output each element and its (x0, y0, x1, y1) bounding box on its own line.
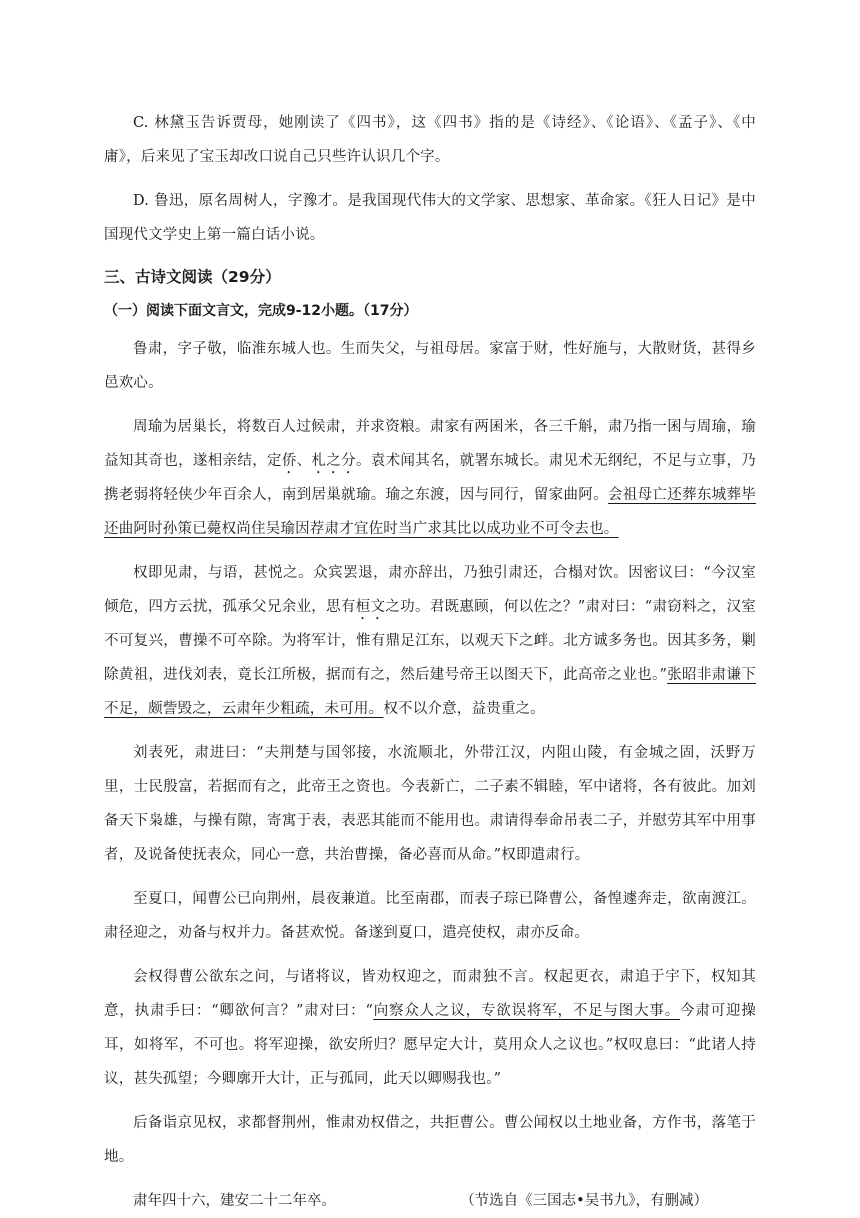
text-run: 权不以介意，益贵重之。 (383, 701, 546, 717)
underlined-sentence: 张昭非肃谦下不足，颇訾毁之，云肃年少粗疏，未可用。 (104, 667, 756, 717)
dotted-word: 桓文 (355, 599, 386, 615)
text-run: 权即见肃，与语，甚悦之。众宾罢退，肃亦辞出，乃独引肃还，合榻对饮。因密议曰：“今汉室倾危，四方云扰，孤承父兄余业，思有 (104, 565, 756, 615)
text-run: 。袁术闻其名，就署东城长。肃见术无纲纪，不足与立事，乃携老弱将轻侠少年百余人，南到居巢就瑜。瑜之东渡，因与同行，留家曲阿。 (104, 453, 756, 503)
passage-paragraph-5: 至夏口，闻曹公已向荆州，晨夜兼道。比至南郡，而表子琮已降曹公，备惶遽奔走，欲南渡江。肃径迎之，劝备与权并力。备甚欢悦。备遂到夏口，遣亮使权，肃亦反命。 (104, 891, 756, 941)
underlined-sentence: 向察众人之议，专欲误将军，不足与图大事。 (373, 1003, 681, 1019)
document-page (104, 106, 756, 1218)
passage-paragraph-8: 肃年四十六，建安二十二年卒。 (133, 1193, 336, 1209)
underlined-sentence: 会祖母亡还葬东城葬毕还曲阿时孙策已薨权尚住吴瑜因荐肃才宜佐时当广求其比以成功业不可令去也。 (104, 487, 757, 537)
text-run: 、 (296, 453, 312, 469)
passage-final-line (104, 1184, 756, 1218)
text-run: 今肃可迎操耳，如将军，不可也。将军迎操，欲安所归？愿早定大计，莫用众人之议也。”权叹息曰：“此诸人持议，甚失孤望；今卿廓开大计，正与孤同，此天以卿赐我也。” (104, 1003, 757, 1087)
passage-paragraph-1: 鲁肃，字子敬，临淮东城人也。生而失父，与祖母居。家富于财，性好施与，大散财货，甚得乡邑欢心。 (104, 341, 756, 391)
text-run: 之功。君既惠顾，何以佐之？”肃对曰：“肃窃料之，汉室不可复兴，曹操不可卒除。为将军计，惟有鼎足江东，以观天下之衅。北方诚多务也。因其多务，剿除黄祖，进伐刘表，竟长江所极，据而有之，然后建号帝王以图天下，此高帝之业也。” (104, 599, 756, 683)
passage-paragraph-4: 刘表死，肃进曰：“夫荆楚与国邻接，水流顺北，外带江汉，内阻山陵，有金城之固，沃野万里，士民殷富，若据而有之，此帝王之资也。今表新亡，二子素不辑睦，军中诸将，各有彼此。加刘备天下枭雄，与操有隙，寄寓于表，表恶其能而不能用也。肃请得奉命吊表二子，并慰劳其军中用事者，及说备使抚表众，同心一意，共治曹操，备必喜而从命。”权即遣肃行。 (104, 745, 756, 863)
source-citation: （节选自《三国志•吴书九》，有删减） (460, 1193, 708, 1209)
subsection-title: （一）阅读下面文言文，完成9-12小题。（17分） (104, 303, 418, 319)
dotted-word: 之分 (326, 453, 356, 469)
text-run: 会权得曹公欲东之问，与诸将议，皆劝权迎之，而肃独不言。权起更衣，肃追于宇下，权知其意，执肃手曰：“卿欲何言？”肃对曰：“ (104, 969, 756, 1019)
passage-paragraph-3 (104, 556, 756, 726)
passage-paragraph-6 (104, 960, 756, 1096)
text-run: 周瑜为居巢长，将数百人过候肃，并求资粮。肃家有两囷米，各三千斛，肃乃指一囷与周瑜，瑜益知其奇也，遂相亲结，定 (104, 419, 756, 469)
dotted-word: 札 (311, 453, 327, 469)
dotted-word: 侨 (281, 453, 297, 469)
option-d: D. 鲁迅，原名周树人，字豫才。是我国现代伟大的文学家、思想家、革命家。《狂人日记》是中国现代文学史上第一篇白话小说。 (104, 193, 756, 243)
option-c: C. 林黛玉告诉贾母，她刚读了《四书》，这《四书》指的是《诗经》、《论语》、《孟子》、《中庸》，后来见了宝玉却改口说自己只些许认识几个字。 (104, 115, 756, 165)
section-title: 三、古诗文阅读（29分） (104, 268, 281, 286)
passage-paragraph-2 (104, 410, 756, 546)
passage-paragraph-7: 后备诣京见权，求都督荆州，惟肃劝权借之，共拒曹公。曹公闻权以土地业备，方作书，落笔于地。 (104, 1115, 756, 1165)
